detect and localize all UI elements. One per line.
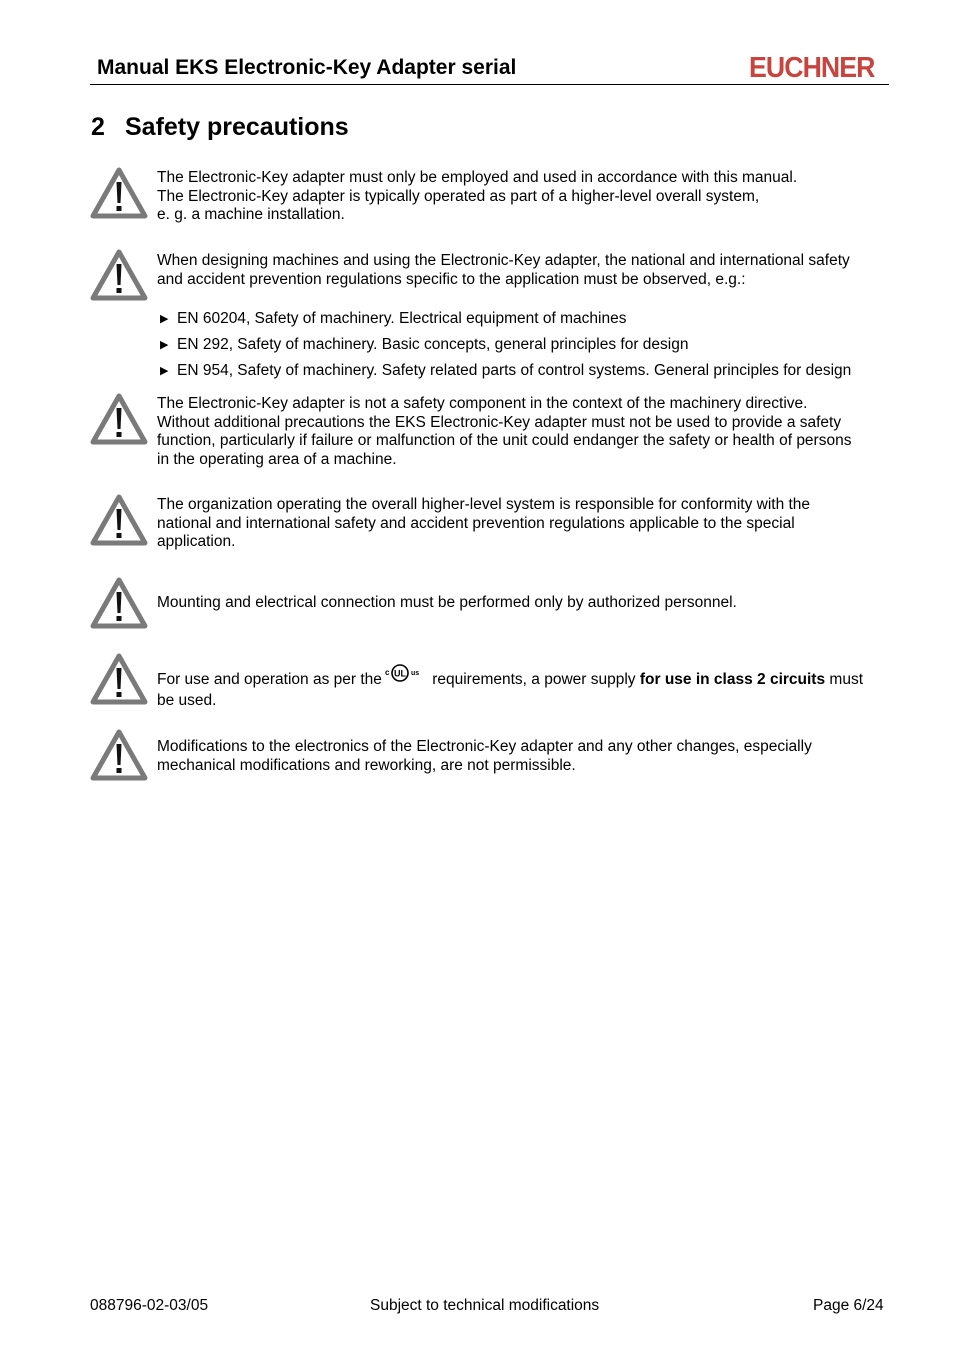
list-item-text: EN 60204, Safety of machinery. Electrical equipment of machines: [177, 310, 627, 327]
text-line: mechanical modifications and reworking, are not permissible.: [157, 756, 576, 774]
text-line: Without additional precautions the EKS Electronic-Key adapter must not be used to provide a safety: [157, 413, 842, 431]
text-span: For use and operation as per the: [157, 671, 382, 688]
warning-triangle-icon: [90, 494, 148, 546]
text-line: The Electronic-Key adapter is typically operated as part of a higher-level overall system,: [157, 187, 760, 205]
list-item: [160, 336, 688, 355]
text-line: national and international safety and accident prevention regulations applicable to the special: [157, 514, 795, 532]
text-line: Modifications to the electronics of the Electronic-Key adapter and any other changes, especially: [157, 738, 812, 755]
text-line: e. g. a machine installation.: [157, 206, 345, 223]
document-title: Manual EKS Electronic-Key Adapter serial: [97, 56, 517, 79]
text-line: When designing machines and using the Electronic-Key adapter, the national and international safety: [157, 252, 850, 269]
text-line: and accident prevention regulations specific to the application must be observed, e.g.:: [157, 270, 746, 288]
text-line: function, particularly if failure or malfunction of the unit could endanger the safety or health of persons: [157, 432, 852, 449]
section-title: Safety precautions: [125, 113, 349, 141]
bullet-arrow-icon: ▶: [160, 339, 169, 351]
paragraph-operator-responsibility: [157, 496, 892, 552]
section-heading: [91, 113, 349, 142]
footer-note: Subject to technical modifications: [370, 1297, 600, 1314]
list-item-text: EN 292, Safety of machinery. Basic concepts, general principles for design: [177, 336, 689, 353]
text-line: The organization operating the overall higher-level system is responsible for conformity with the: [157, 496, 811, 513]
ul-certification-mark-icon: [385, 664, 425, 692]
text-line: The Electronic-Key adapter is not a safety component in the context of the machinery directive.: [157, 395, 808, 412]
text-emphasis: for use in class 2 circuits: [639, 671, 826, 688]
paragraph-no-modifications: [157, 738, 892, 775]
warning-triangle-icon: [90, 577, 148, 629]
text-line: The Electronic-Key adapter must only be employed and used in accordance with this manual.: [157, 169, 798, 186]
list-item: [160, 310, 626, 329]
ul-mark-us: us: [410, 670, 420, 677]
paragraph-power-supply: [157, 664, 892, 710]
bullet-arrow-icon: ▶: [160, 313, 169, 325]
list-item-text: EN 954, Safety of machinery. Safety related parts of control systems. General principles for design: [177, 362, 852, 379]
ul-mark-c: c: [384, 668, 390, 677]
warning-triangle-icon: [90, 653, 148, 705]
text-line: application.: [157, 533, 236, 550]
paragraph-not-safety-component: [157, 395, 892, 469]
list-item: [160, 362, 851, 381]
text-span: requirements, a power supply: [432, 671, 636, 688]
paragraph-usage: [157, 169, 892, 225]
section-number: 2: [91, 113, 105, 141]
footer-page-number: Page 6/24: [813, 1297, 884, 1314]
warning-triangle-icon: [90, 249, 148, 301]
paragraph-authorized-personnel: Mounting and electrical connection must be performed only by authorized personnel.: [157, 594, 737, 611]
text-span: must: [829, 671, 863, 688]
text-line: be used.: [157, 691, 217, 709]
bullet-arrow-icon: ▶: [160, 365, 169, 377]
ul-mark-ul: UL: [393, 668, 406, 679]
footer-doc-number: 088796-02-03/05: [90, 1297, 209, 1314]
header-rule: [90, 84, 889, 85]
text-line: in the operating area of a machine.: [157, 450, 397, 468]
warning-triangle-icon: [90, 393, 148, 445]
euchner-logo: EUCHNER: [749, 52, 875, 84]
text-line: [157, 664, 892, 692]
paragraph-regulations: [157, 252, 892, 289]
warning-triangle-icon: [90, 167, 148, 219]
warning-triangle-icon: [90, 729, 148, 781]
